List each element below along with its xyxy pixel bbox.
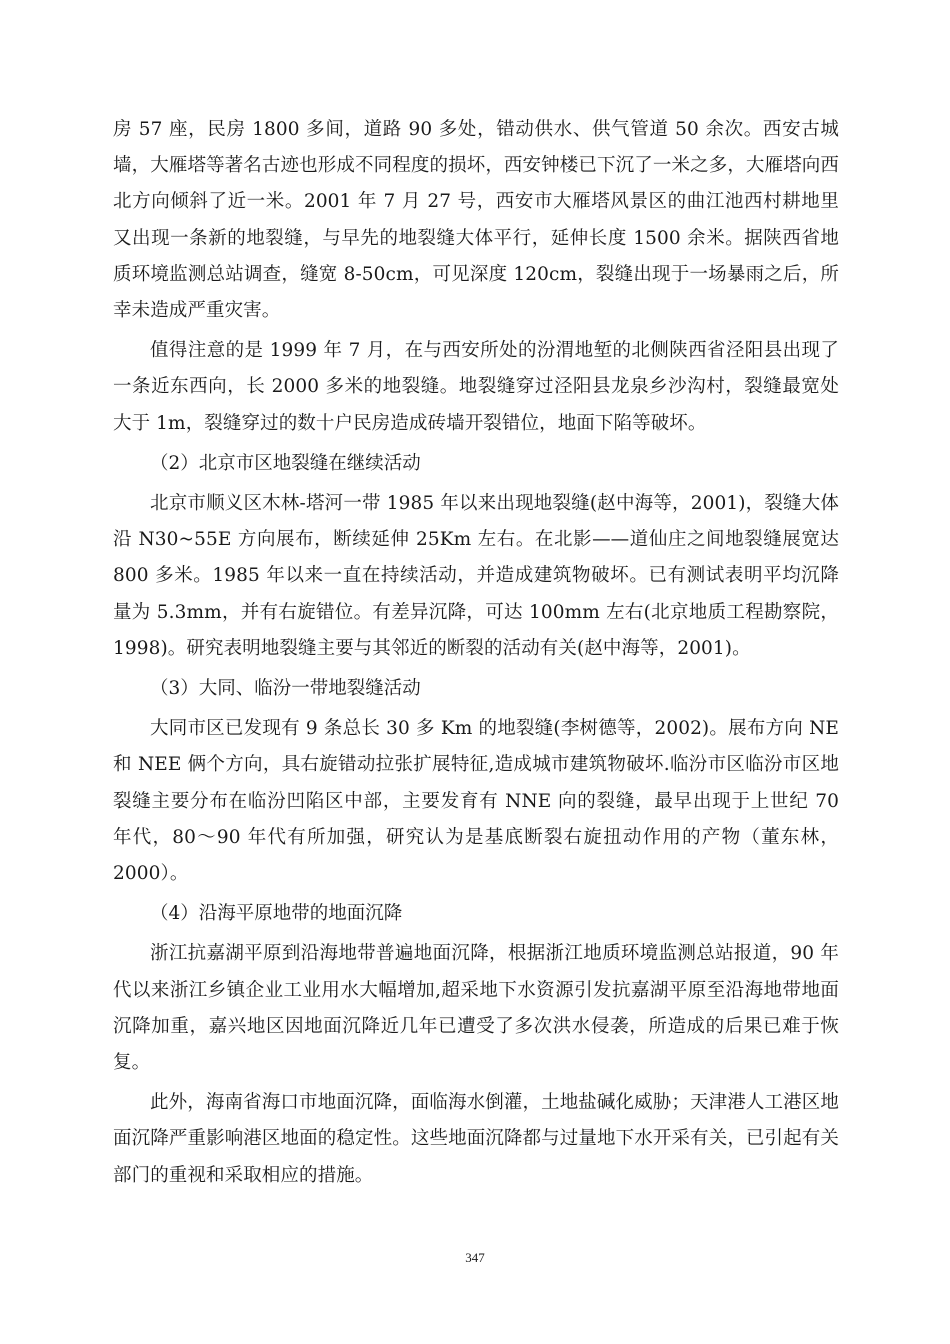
paragraph-jingyang-fissure: 值得注意的是 1999 年 7 月，在与西安所处的汾渭地堑的北侧陕西省泾阳县出现了一条近东西向，长 2000 多米的地裂缝。地裂缝穿过泾阳县龙泉乡沙沟村，裂缝最宽处大于 1m，裂缝穿过的数十户民房造成砖墙开裂错位，地面下陷等破坏。: [113, 340, 839, 434]
section-heading-beijing: （2）北京市区地裂缝在继续活动: [150, 452, 421, 474]
page-number: 347: [465, 1250, 485, 1265]
paragraph-datong-linfen-fissure: 大同市区已发现有 9 条总长 30 多 Km 的地裂缝(李树德等，2002)。展布方向 NE 和 NEE 俩个方向，具右旋错动拉张扩展特征,造成城市建筑物破坏.临汾市区临汾市区地裂缝主要分布在临汾凹陷区中部，主要发育有 NNE 向的裂缝，最早出现于上世纪 70 年代，80～90 年代有所加强，研究认为是基底断裂右旋扭动作用的产物（董东林，2000）。: [113, 718, 839, 885]
document-body: [113, 112, 839, 1194]
paragraph-zhejiang-subsidence: 浙江抗嘉湖平原到沿海地带普遍地面沉降，根据浙江地质环境监测总站报道，90 年代以来浙江乡镇企业工业用水大幅增加,超采地下水资源引发抗嘉湖平原至沿海地带地面沉降加重，嘉兴地区因地面沉降近几年已遭受了多次洪水侵袭，所造成的后果已难于恢复。: [113, 943, 839, 1074]
paragraph-xian-damage: 房 57 座，民房 1800 多间，道路 90 多处，错动供水、供气管道 50 余次。西安古城墙，大雁塔等著名古迹也形成不同程度的损坏，西安钟楼已下沉了一米之多，大雁塔向西北方向倾斜了近一米。2001 年 7 月 27 号，西安市大雁塔风景区的曲江池西村耕地里又出现一条新的地裂缝，与早先的地裂缝大体平行，延伸长度 1500 余米。据陕西省地质环境监测总站调查，缝宽 8-50cm，可见深度 120cm，裂缝出现于一场暴雨之后，所幸未造成严重灾害。: [113, 119, 839, 322]
section-heading-datong-linfen: （3）大同、临汾一带地裂缝活动: [150, 678, 421, 700]
paragraph-haikou-tianjin-subsidence: 此外，海南省海口市地面沉降，面临海水倒灌，土地盐碱化威胁；天津港人工港区地面沉降严重影响港区地面的稳定性。这些地面沉降都与过量地下水开采有关，已引起有关部门的重视和采取相应的措施。: [113, 1092, 839, 1186]
section-heading-coastal-subsidence: （4）沿海平原地带的地面沉降: [150, 903, 403, 925]
paragraph-beijing-fissure: 北京市顺义区木林-塔河一带 1985 年以来出现地裂缝(赵中海等，2001)，裂缝大体沿 N30~55E 方向展布，断续延伸 25Km 左右。在北影——道仙庄之间地裂缝展宽达 800 多米。1985 年以来一直在持续活动，并造成建筑物破坏。已有测试表明平均沉降量为 5.3mm，并有右旋错位。有差异沉降，可达 100mm 左右(北京地质工程勘察院，1998)。研究表明地裂缝主要与其邻近的断裂的活动有关(赵中海等，2001)。: [113, 493, 839, 659]
